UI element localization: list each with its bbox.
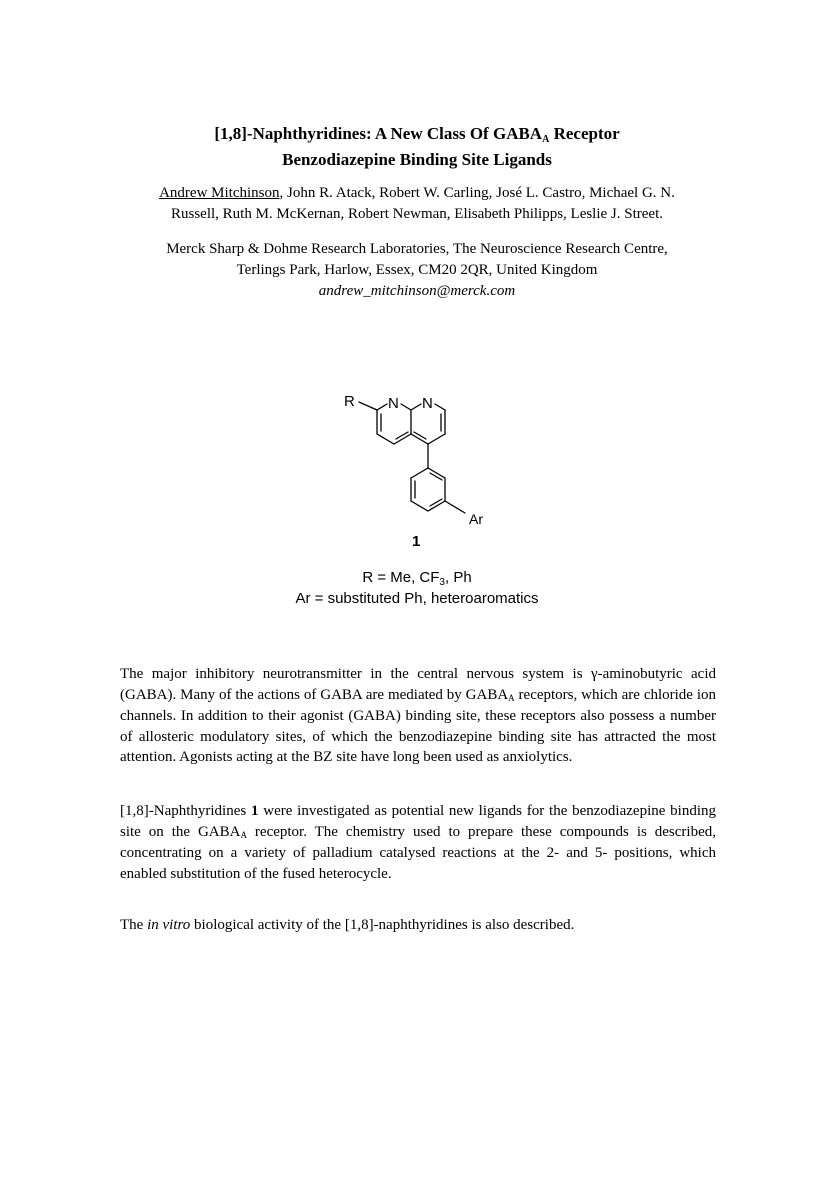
p2-text-a: [1,8]-Naphthyridines xyxy=(120,803,251,819)
compound-number: 1 xyxy=(412,533,421,550)
authors-line2: Russell, Ruth M. McKernan, Robert Newman, Elisabeth Philipps, Leslie J. Street. xyxy=(170,206,664,222)
nitrogen-label-2: N xyxy=(422,395,433,412)
paper-title xyxy=(100,122,734,171)
p3-text-a: The xyxy=(120,917,148,933)
author-list xyxy=(100,183,734,225)
caption-line1-pre: R = Me, CF xyxy=(362,569,440,586)
ar-substituent-label: Ar xyxy=(469,511,483,527)
contact-email: andrew_mitchinson@merck.com xyxy=(318,283,516,299)
title-subscript: A xyxy=(542,134,550,145)
caption-subscript: 3 xyxy=(439,577,445,588)
r-substituent-label: R xyxy=(344,393,355,410)
title-line1-pre: [1,8]-Naphthyridines: A New Class Of GABA xyxy=(214,124,543,143)
p2-text-c: receptor. The chemistry used to prepare these compounds is described, concentrating on a variety of palladium catalysed reactions at the 2- and 5- positions, which enabled substitution of the fused heterocycle. xyxy=(120,823,716,882)
caption-line1-post: , Ph xyxy=(444,569,472,586)
affiliation xyxy=(100,239,734,302)
nitrogen-label-1: N xyxy=(388,395,399,412)
authors-line1-rest: , John R. Atack, Robert W. Carling, José L. Castro, Michael G. N. xyxy=(279,185,675,201)
substituent-caption xyxy=(200,568,634,608)
p3-text-b: biological activity of the [1,8]-naphthyridines is also described. xyxy=(190,917,575,933)
p3-italic: in vitro xyxy=(147,917,191,933)
affiliation-line1: Merck Sharp & Dohme Research Laboratories, The Neuroscience Research Centre, xyxy=(166,241,668,257)
paragraph-2 xyxy=(120,801,716,884)
affiliation-line2: Terlings Park, Harlow, Essex, CM20 2QR, United Kingdom xyxy=(236,262,598,278)
p1-text-b: receptors, which are chloride ion channels. In addition to their agonist (GABA) binding site, these receptors also possess a number of allosteric modulatory sites, of which the benzodiazepine binding site has attracted the most attention. Agonists acting at the BZ site have long been used as anxiolytics. xyxy=(120,686,716,765)
p2-text-b: were investigated as potential new ligands for the benzodiazepine binding site on the GABA xyxy=(120,803,716,840)
paragraph-3 xyxy=(120,915,716,936)
p1-text-a: The major inhibitory neurotransmitter in the central nervous system is γ-aminobutyric acid (GABA). Many of the actions of GABA are mediated by GABA xyxy=(120,666,716,703)
p2-subscript: A xyxy=(240,829,247,840)
p1-subscript: A xyxy=(508,692,515,703)
title-line1-post: Receptor xyxy=(549,124,620,143)
paragraph-1 xyxy=(120,664,716,768)
presenting-author: Andrew Mitchinson xyxy=(159,185,280,201)
compound-reference: 1 xyxy=(250,803,259,819)
naphthyridine-structure xyxy=(330,380,500,550)
caption-line2: Ar = substituted Ph, heteroaromatics xyxy=(295,590,539,607)
title-line2: Benzodiazepine Binding Site Ligands xyxy=(282,150,552,169)
